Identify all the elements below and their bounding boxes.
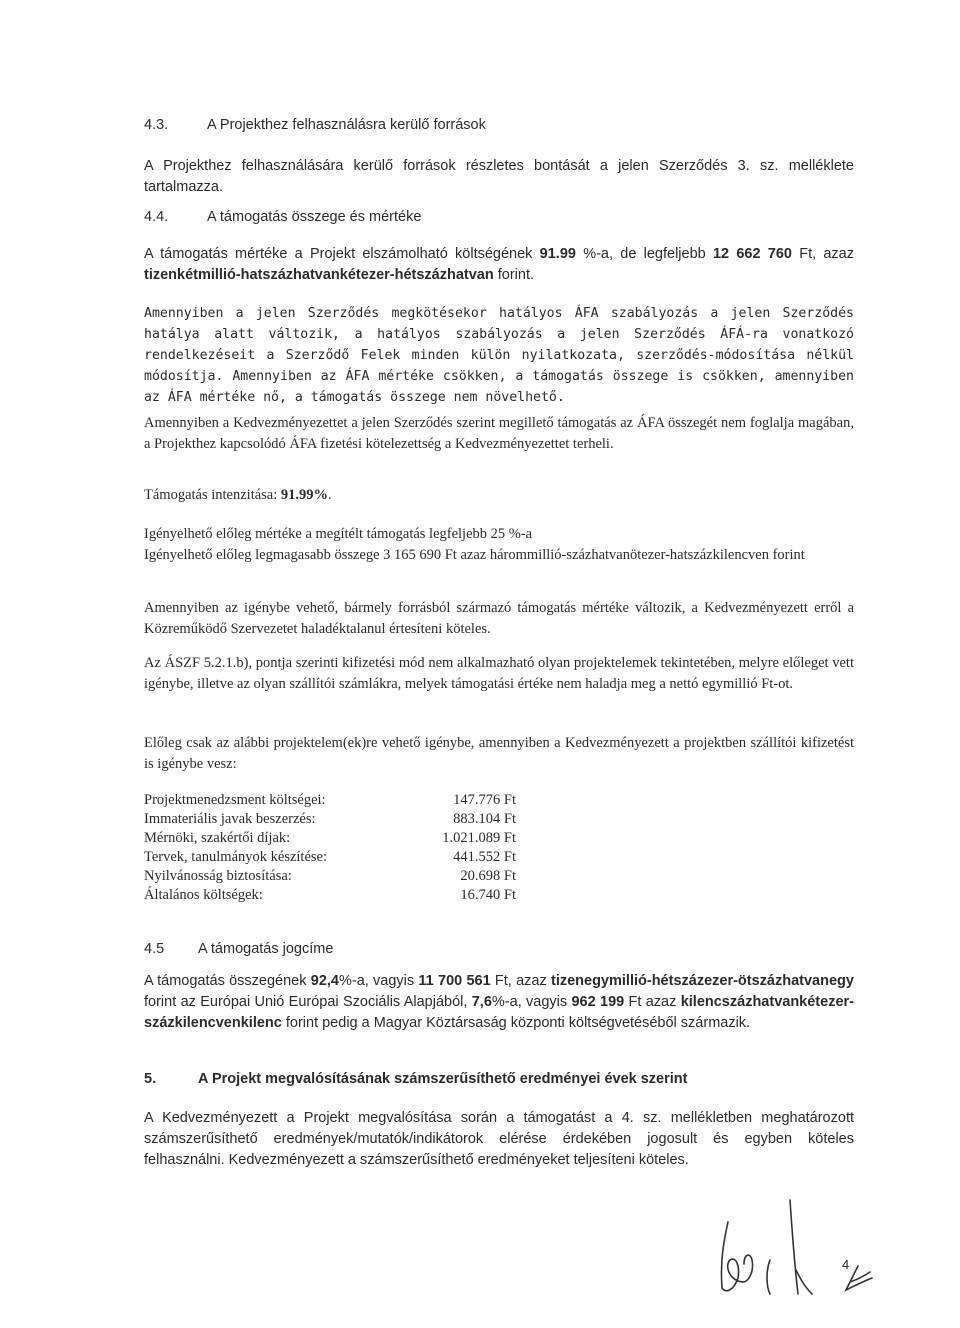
item-label: Mérnöki, szakértői díjak:: [144, 830, 291, 846]
text: Ft, azaz: [490, 973, 551, 989]
text-bold: 12 662 760: [712, 246, 792, 262]
item-label: Immateriális javak beszerzés:: [144, 811, 316, 827]
text: Ft, azaz: [791, 246, 854, 262]
list-item: [144, 830, 544, 849]
item-value: 20.698 Ft: [460, 868, 516, 884]
section-heading: A támogatás összege és mértéke: [207, 209, 422, 225]
item-label: Tervek, tanulmányok készítése:: [144, 849, 327, 865]
cost-items-list: [144, 792, 544, 906]
text: forint.: [493, 267, 535, 283]
text: %-a, vagyis: [491, 994, 572, 1010]
item-value: 883.104 Ft: [453, 811, 516, 827]
text: Támogatás intenzitása:: [144, 487, 281, 503]
paragraph: A Projekthez felhasználására kerülő források részletes bontását a jelen Szerződés 3. sz. melléklete tartalmazza.: [144, 158, 854, 195]
list-item: [144, 849, 544, 868]
item-label: Projektmenedzsment költségei:: [144, 792, 326, 808]
text: %-a, de legfeljebb: [575, 246, 713, 262]
item-label: Általános költségek:: [144, 887, 263, 903]
item-value: 441.552 Ft: [453, 849, 516, 865]
page-number: 4: [842, 1257, 850, 1272]
paragraph-support-amount: [144, 244, 854, 286]
text-line: Igényelhető előleg mértéke a megítélt támogatás legfeljebb 25 %-a: [144, 526, 533, 542]
paragraph-intensity: [144, 485, 854, 506]
item-value: 147.776 Ft: [453, 792, 516, 808]
list-item: [144, 811, 544, 830]
paragraph: Amennyiben a Kedvezményezettet a jelen Szerződés szerint megillető támogatás az ÁFA összegét nem foglalja magában, a Projekthez kapcsolódó ÁFA fizetési kötelezettség a Kedvezményezettet terheli.: [144, 415, 854, 452]
item-value: 1.021.089 Ft: [442, 830, 516, 846]
text: A támogatás mértéke a Projekt elszámolható költségének: [144, 246, 540, 262]
section-number: 5.: [144, 1071, 157, 1087]
text-bold: 7,6: [471, 994, 492, 1010]
paragraph-vat: Amennyiben a jelen Szerződés megkötésekor hatályos ÁFA szabályozás a jelen Szerződés hatálya alatt változik, a hatályos szabályozás a jelen Szerződés ÁFÁ-ra vonatkozó rendelkezéseit a Szerződő Felek minden külön nyilatkozata, szerződés-módosítása nélkül módosítja. Amennyiben az ÁFA mértéke csökken, a támogatás összege is csökken, amennyiben az ÁFA mértéke nő, a támogatás összege nem növelhető.: [144, 306, 854, 405]
section-number: 4.4.: [144, 209, 169, 225]
text: forint pedig a Magyar Köztársaság központi költségvetéséből származik.: [281, 1015, 751, 1031]
item-label: Nyilvánosság biztosítása:: [144, 868, 292, 884]
text-bold: tizenegymillió-hétszázezer-ötszázhatvanegy: [550, 973, 854, 989]
text-bold: 11 700 561: [418, 973, 491, 989]
text: %-a, vagyis: [338, 973, 419, 989]
text-bold: 962 199: [571, 994, 625, 1010]
paragraph-advance: [144, 524, 854, 566]
text-bold: tizenkétmillió-hatszázhatvankétezer-hétszázhatvan: [144, 267, 494, 283]
section-heading: A Projekthez felhasználásra kerülő források: [207, 117, 486, 133]
text: forint az Európai Unió Európai Szociális Alapjából,: [144, 994, 472, 1010]
paragraph: Amennyiben az igénybe vehető, bármely forrásból származó támogatás mértéke változik, a Kedvezményezett erről a Közreműködő Szervezetet haladéktalanul értesíteni köteles.: [144, 600, 854, 637]
paragraph-legal-basis: [144, 971, 854, 1034]
section-number: 4.3.: [144, 117, 169, 133]
text: Ft azaz: [624, 994, 681, 1010]
text-bold: 91.99: [539, 246, 576, 262]
list-item: [144, 868, 544, 887]
text-bold: kilencszázhatvankétezer-százkilencvenkilenc: [144, 994, 854, 1031]
paragraph: Előleg csak az alábbi projektelem(ek)re vehető igénybe, amennyiben a Kedvezményezett a projektben szállítói kifizetést is igénybe vesz:: [144, 735, 854, 772]
item-value: 16.740 Ft: [460, 887, 516, 903]
paragraph: Az ÁSZF 5.2.1.b), pontja szerinti kifizetési mód nem alkalmazható olyan projektelemek tekintetében, melyre előleget vett igénybe, illetve az olyan szállítói számlákra, melyek támogatási értéke nem haladja meg a nettó egymillió Ft-ot.: [144, 655, 854, 692]
list-item: [144, 887, 544, 906]
paragraph: A Kedvezményezett a Projekt megvalósítása során a támogatást a 4. sz. mellékletben meghatározott számszerűsíthető eredmények/mutatók/indikátorok elérése érdekében jogosult és egyben köteles felhasználni. Kedvezményezett a számszerűsíthető eredményeket teljesíteni köteles.: [144, 1110, 854, 1168]
section-heading: A Projekt megvalósításának számszerűsíthető eredményei évek szerint: [198, 1071, 688, 1087]
list-item: [144, 792, 544, 811]
handwritten-signature: [700, 1190, 880, 1300]
text-bold: 92,4: [310, 973, 339, 989]
text-bold: 91.99%: [280, 487, 329, 503]
text: .: [328, 487, 332, 503]
text: A támogatás összegének: [144, 973, 311, 989]
section-heading: A támogatás jogcíme: [198, 941, 334, 957]
section-number: 4.5: [144, 941, 165, 957]
text-line: Igényelhető előleg legmagasabb összege 3 165 690 Ft azaz hárommillió-százhatvanötezer-hatszázkilencven forint: [144, 547, 805, 563]
